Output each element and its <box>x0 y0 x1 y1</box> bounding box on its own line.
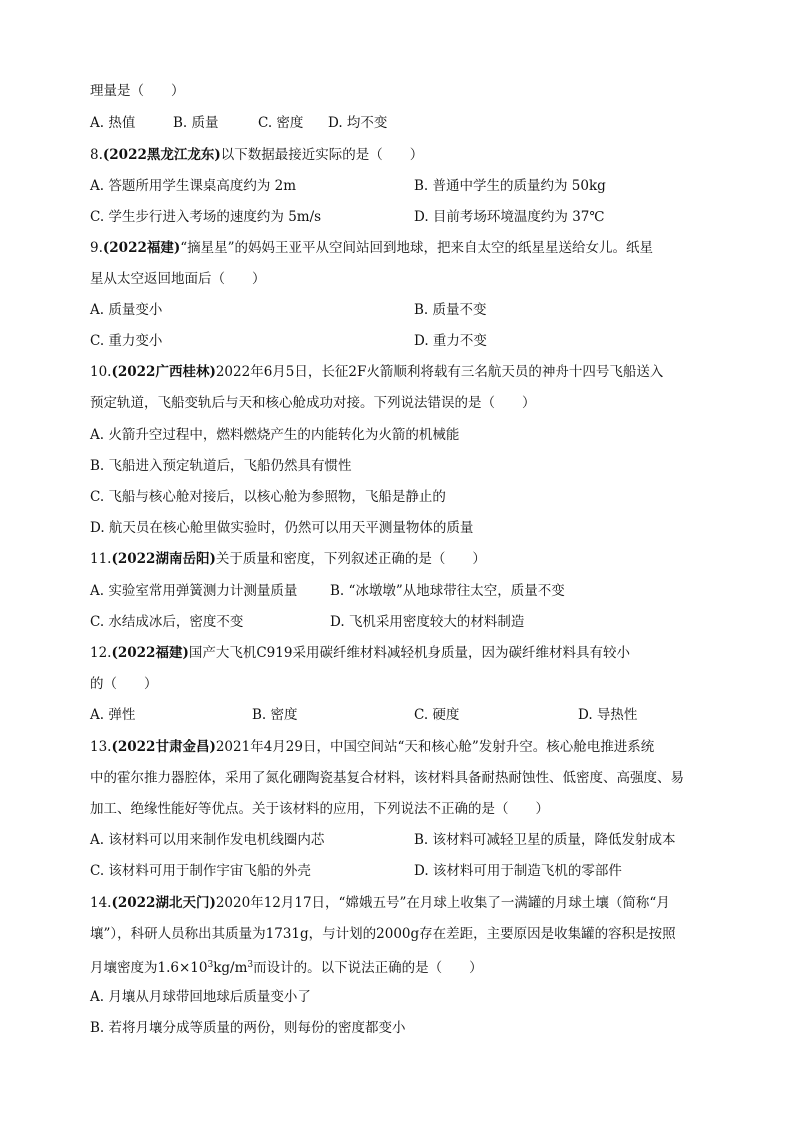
q12-option-c[interactable]: C. 硬度 <box>414 707 460 723</box>
question-source: (2022黑龙江龙东) <box>102 147 221 163</box>
q13-stem-cont-1: 中的霍尔推力器腔体，采用了氮化硼陶瓷基复合材料，该材料具备耐热耐蚀性、低密度、高强度、易 <box>90 770 684 786</box>
question-number: 13. <box>90 739 112 755</box>
q11-option-b[interactable]: B. “冰墩墩”从地球带往太空，质量不变 <box>330 583 565 599</box>
question-source: (2022广西桂林) <box>111 364 216 380</box>
q8-option-a[interactable]: A. 答题所用学生课桌高度约为 2m <box>90 178 297 194</box>
question-text: 2020年12月17日，“嫦娥五号”在月球上收集了一满罐的月球土壤（简称“月 <box>215 895 670 911</box>
q9-option-a[interactable]: A. 质量变小 <box>90 302 163 318</box>
q12-option-b[interactable]: B. 密度 <box>252 707 298 723</box>
q14-stem <box>90 893 670 913</box>
superscript: 3 <box>247 960 254 970</box>
q8-option-b[interactable]: B. 普通中学生的质量约为 50kg <box>414 178 606 194</box>
question-number: 11. <box>90 551 112 567</box>
q14-stem-cont-1: 壤”），科研人员称出其质量为1731g，与计划的2000g存在差距，主要原因是收集罐的容积是按照 <box>90 926 676 942</box>
question-text: 关于质量和密度，下列叙述正确的是（ ） <box>215 551 486 567</box>
text-run: 月壤密度为1.6×10 <box>90 960 208 976</box>
q13-option-a[interactable]: A. 该材料可以用来制作发电机线圈内芯 <box>90 832 325 848</box>
q9-option-c[interactable]: C. 重力变小 <box>90 333 163 349</box>
q12-option-a[interactable]: A. 弹性 <box>90 707 136 723</box>
q13-option-d[interactable]: D. 该材料可用于制造飞机的零部件 <box>414 863 622 879</box>
question-number: 10. <box>90 364 112 380</box>
q9-stem <box>90 238 653 258</box>
q7-option-d[interactable]: D. 均不变 <box>328 115 388 131</box>
q10-option-a[interactable]: A. 火箭升空过程中，燃料燃烧产生的内能转化为火箭的机械能 <box>90 427 460 443</box>
q10-stem <box>90 362 663 382</box>
q8-option-d[interactable]: D. 目前考场环境温度约为 37℃ <box>414 209 605 225</box>
q9-option-b[interactable]: B. 质量不变 <box>414 302 487 318</box>
question-text: 2021年4月29日，中国空间站“天和核心舱”发射升空。核心舱电推进系统 <box>215 739 655 755</box>
question-number: 12. <box>90 645 112 661</box>
text-run: 而设计的。以下说法正确的是（ ） <box>253 960 483 976</box>
q12-stem <box>90 643 630 663</box>
question-source: (2022湖南岳阳) <box>111 551 216 567</box>
q10-option-b[interactable]: B. 飞船进入预定轨道后，飞船仍然具有惯性 <box>90 458 352 474</box>
q7-option-c[interactable]: C. 密度 <box>258 115 304 131</box>
q8-stem <box>90 145 423 165</box>
question-source: (2022福建) <box>111 645 189 661</box>
superscript: 3 <box>207 960 214 970</box>
question-text: “摘星星”的妈妈王亚平从空间站回到地球，把来自太空的纸星星送给女儿。纸星 <box>180 240 654 256</box>
text-run: kg/m <box>213 960 248 976</box>
q7-option-b[interactable]: B. 质量 <box>173 115 219 131</box>
q11-stem <box>90 549 486 569</box>
question-number: 9. <box>90 240 103 256</box>
q12-stem-cont: 的（ ） <box>90 676 158 692</box>
question-text: 国产大飞机C919采用碳纤维材料减轻机身质量，因为碳纤维材料具有较小 <box>188 645 630 661</box>
question-number: 8. <box>90 147 103 163</box>
q9-option-d[interactable]: D. 重力不变 <box>414 333 487 349</box>
q7-stem-tail: 理量是（ ） <box>90 83 185 99</box>
q9-stem-cont: 星从太空返回地面后（ ） <box>90 271 266 287</box>
question-source: (2022福建) <box>102 240 181 256</box>
question-text: 2022年6月5日，长征2F火箭顺利将载有三名航天员的神舟十四号飞船送入 <box>215 364 664 380</box>
q10-option-d[interactable]: D. 航天员在核心舱里做实验时，仍然可以用天平测量物体的质量 <box>90 520 474 536</box>
question-source: (2022湖北天门) <box>111 895 216 911</box>
question-source: (2022甘肃金昌) <box>111 739 216 755</box>
q11-option-a[interactable]: A. 实验室常用弹簧测力计测量质量 <box>90 583 298 599</box>
q11-option-c[interactable]: C. 水结成冰后，密度不变 <box>90 614 244 630</box>
q14-stem-cont-2 <box>90 955 483 978</box>
q10-option-c[interactable]: C. 飞船与核心舱对接后，以核心舱为参照物，飞船是静止的 <box>90 489 446 505</box>
q13-stem-cont-2: 加工、绝缘性能好等优点。关于该材料的应用，下列说法不正确的是（ ） <box>90 801 549 817</box>
q10-stem-cont: 预定轨道，飞船变轨后与天和核心舱成功对接。下列说法错误的是（ ） <box>90 395 536 411</box>
q7-option-a[interactable]: A. 热值 <box>90 115 136 131</box>
q12-option-d[interactable]: D. 导热性 <box>578 707 638 723</box>
q13-stem <box>90 737 654 757</box>
q11-option-d[interactable]: D. 飞机采用密度较大的材料制造 <box>330 614 525 630</box>
q14-option-a[interactable]: A. 月壤从月球带回地球后质量变小了 <box>90 989 311 1005</box>
question-text: 以下数据最接近实际的是（ ） <box>220 147 424 163</box>
q13-option-c[interactable]: C. 该材料可用于制作宇宙飞船的外壳 <box>90 863 311 879</box>
q8-option-c[interactable]: C. 学生步行进入考场的速度约为 5m/s <box>90 209 322 225</box>
q13-option-b[interactable]: B. 该材料可减轻卫星的质量，降低发射成本 <box>414 832 676 848</box>
question-number: 14. <box>90 895 112 911</box>
q14-option-b[interactable]: B. 若将月壤分成等质量的两份，则每份的密度都变小 <box>90 1020 406 1036</box>
